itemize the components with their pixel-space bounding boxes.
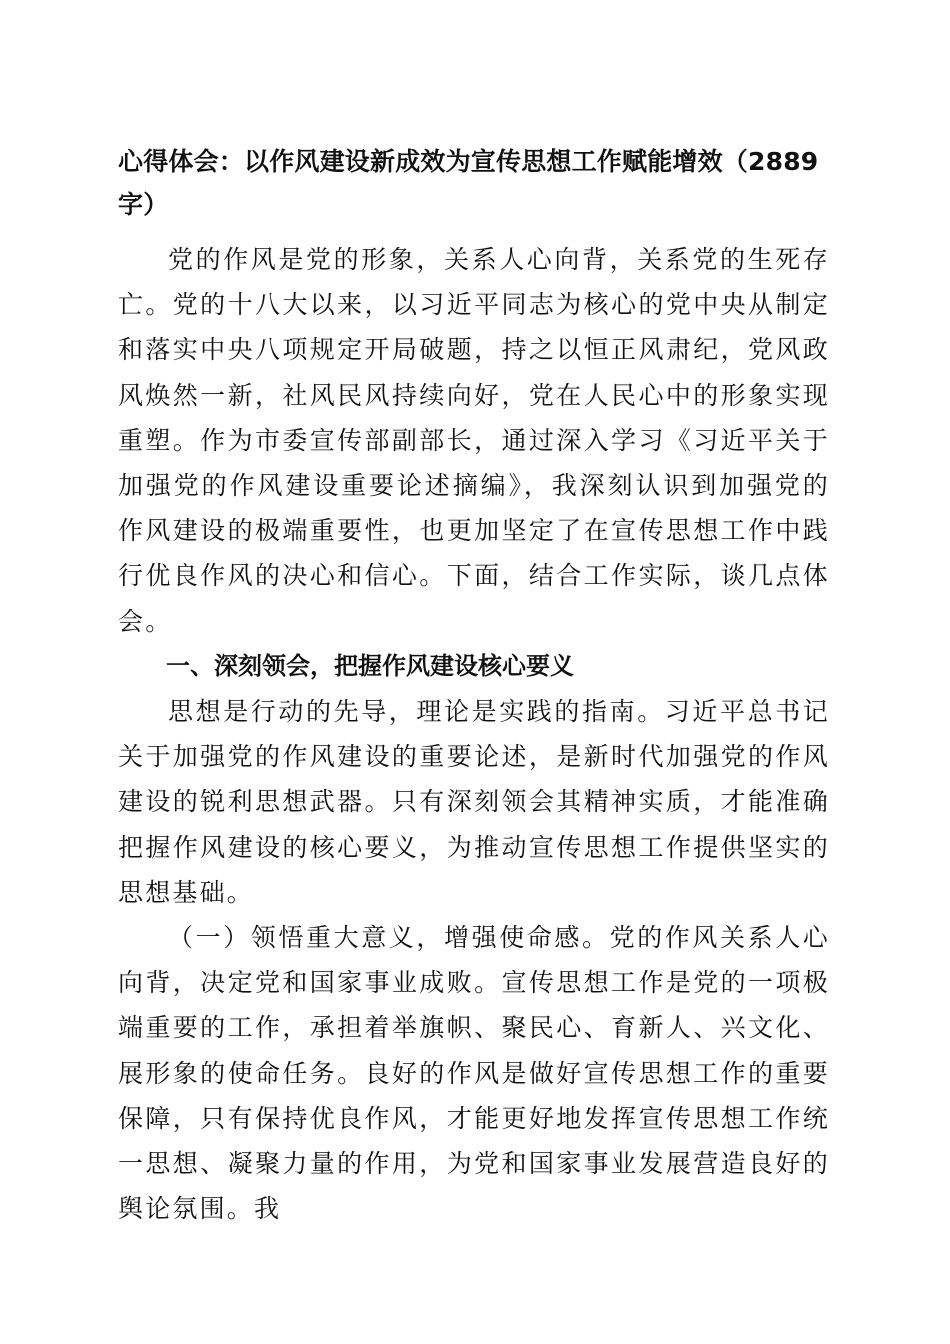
section-1-paragraph: 思想是行动的先导，理论是实践的指南。习近平总书记关于加强党的作风建设的重要论述，是新时代加强党的作风建设的锐利思想武器。只有深刻领会其精神实质，才能准确把握作风建设的核心要义，为推动宣传思想工作提供坚实的思想基础。 <box>118 697 830 907</box>
intro-paragraph: 党的作风是党的形象，关系人心向背，关系党的生死存亡。党的十八大以来，以习近平同志为核心的党中央从制定和落实中央八项规定开局破题，持之以恒正风肃纪，党风政风焕然一新，社风民风持续向好，党在人民心中的形象实现重塑。作为市委宣传部副部长，通过深入学习《习近平关于加强党的作风建设重要论述摘编》，我深刻认识到加强党的作风建设的极端重要性，也更加坚定了在宣传思想工作中践行优良作风的决心和信心。下面，结合工作实际，谈几点体会。 <box>118 245 830 636</box>
section-heading-1: 一、深刻领会，把握作风建设核心要义 <box>166 651 574 680</box>
subsection-1-paragraph: （一）领悟重大意义，增强使命感。党的作风关系人心向背，决定党和国家事业成败。宣传思想工作是党的一项极端重要的工作，承担着举旗帜、聚民心、育新人、兴文化、展形象的使命任务。良好的作风是做好宣传思想工作的重要保障，只有保持优良作风，才能更好地发挥宣传思想工作统一思想、凝聚力量的作用，为党和国家事业发展营造良好的舆论氛围。我 <box>118 923 830 1224</box>
document-body <box>118 237 830 1231</box>
document-title: 心得体会：以作风建设新成效为宣传思想工作赋能增效（2889字） <box>118 147 819 219</box>
